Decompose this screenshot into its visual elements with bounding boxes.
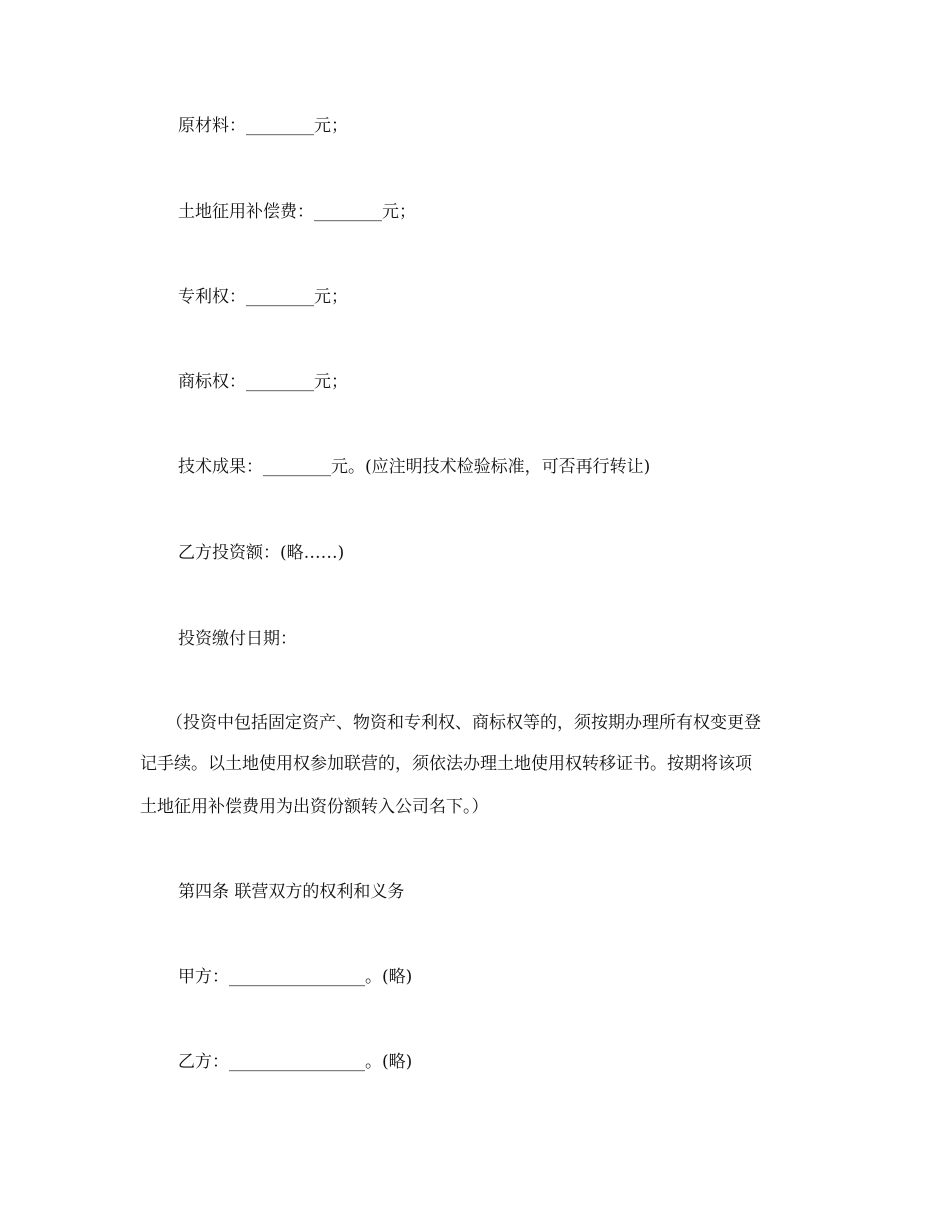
raw-materials-line: 原材料：________元； xyxy=(178,116,348,136)
trademark-line: 商标权：________元； xyxy=(178,372,348,392)
patent-line: 专利权：________元； xyxy=(178,287,348,307)
party-b-investment-line: 乙方投资额：(略……) xyxy=(178,543,345,563)
article-four-heading: 第四条 联营双方的权利和义务 xyxy=(178,882,405,902)
note-paragraph-line-1: （投资中包括固定资产、物资和专利权、商标权等的，须按期办理所有权变更登 xyxy=(166,713,761,733)
land-compensation-line: 土地征用补偿费：________元； xyxy=(178,202,416,222)
party-b-line: 乙方：________________。(略) xyxy=(178,1052,413,1072)
note-paragraph-line-3: 土地征用补偿费用为出资份额转入公司名下。） xyxy=(140,797,489,817)
note-paragraph-line-2: 记手续。以土地使用权参加联营的，须依法办理土地使用权转移证书。按期将该项 xyxy=(140,754,752,774)
party-a-line: 甲方：________________。(略) xyxy=(178,967,413,987)
payment-date-line: 投资缴付日期： xyxy=(178,629,297,649)
technology-line: 技术成果：________元。(应注明技术检验标准，可否再行转让) xyxy=(178,457,651,477)
